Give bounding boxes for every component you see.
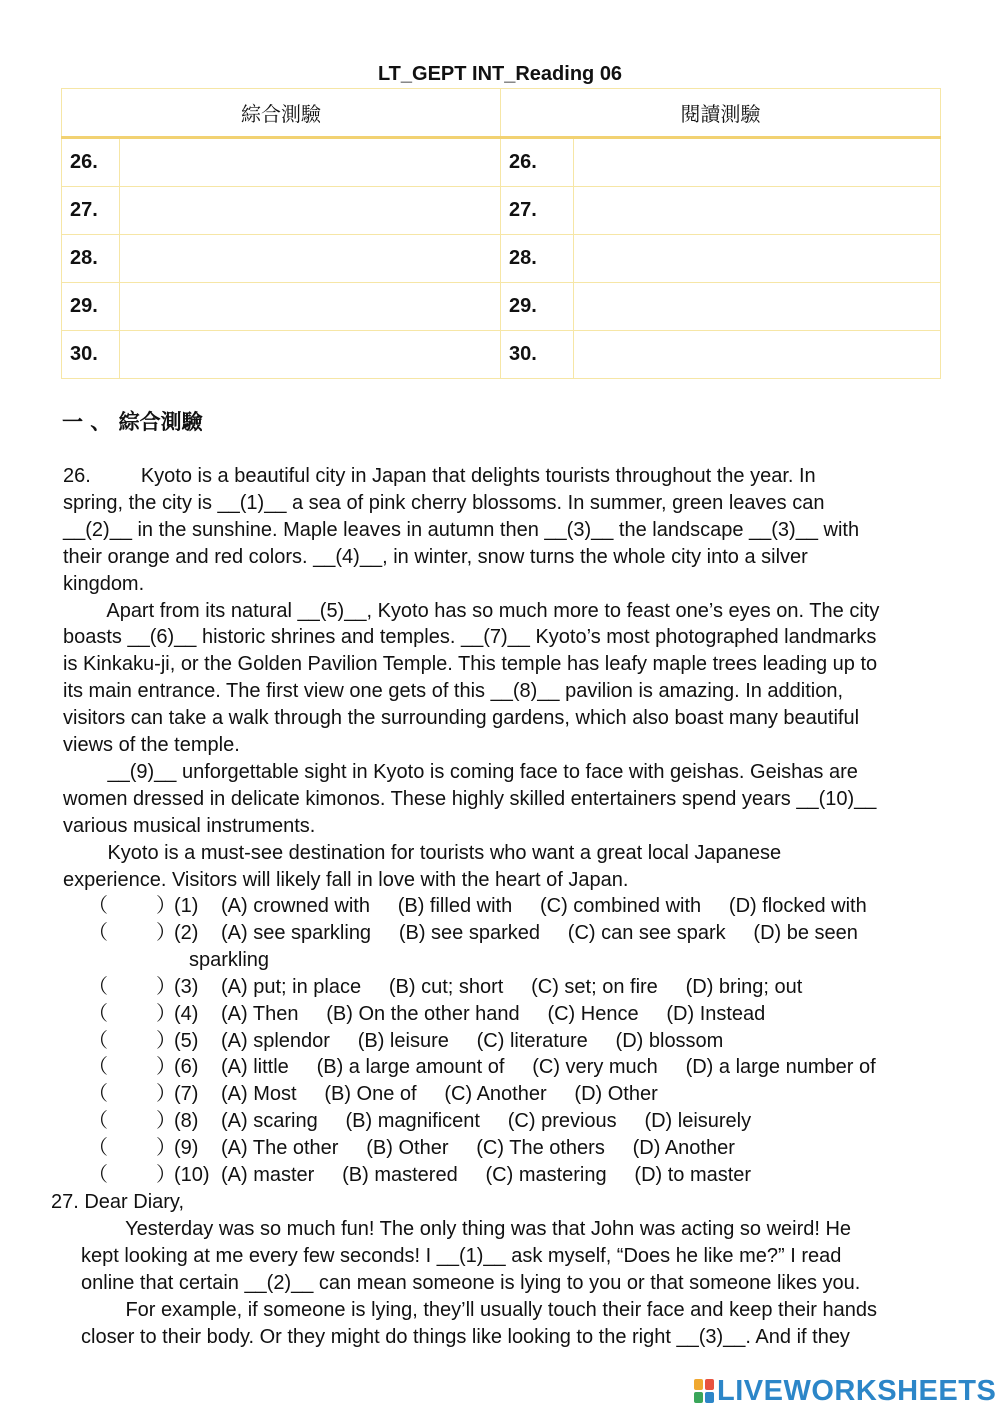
answer-table-header bbox=[62, 89, 941, 138]
answer-blank-open[interactable]: （ bbox=[88, 1110, 108, 1133]
passage-line: women dressed in delicate kimonos. These highly skilled entertainers spend years __(10)__ bbox=[63, 787, 877, 810]
logo-square bbox=[694, 1379, 703, 1390]
answer-number-cloze: 26. bbox=[62, 138, 120, 187]
answer-row bbox=[62, 187, 941, 235]
liveworksheets-logo-icon bbox=[693, 1378, 715, 1404]
option-row bbox=[88, 1054, 948, 1081]
answer-cell-cloze[interactable] bbox=[120, 235, 501, 283]
answer-blank-close: ） bbox=[156, 1110, 176, 1133]
passage-line: their orange and red colors. __(4)__, in winter, snow turns the whole city into a silver bbox=[63, 545, 808, 568]
answer-number-reading: 26. bbox=[501, 138, 574, 187]
option-row bbox=[88, 893, 948, 920]
answer-blank-close: ） bbox=[156, 1029, 176, 1052]
question-number: (5) bbox=[174, 1029, 199, 1052]
logo-square bbox=[705, 1392, 714, 1403]
answer-cell-reading[interactable] bbox=[574, 138, 941, 187]
section-heading: 一 、 綜合測驗 bbox=[62, 410, 203, 434]
answer-blank-close: ） bbox=[156, 1083, 176, 1106]
option-row bbox=[88, 1028, 948, 1055]
passage-line: kept looking at me every few seconds! I __(1)__ ask myself, “Does he like me?” I read bbox=[81, 1244, 842, 1267]
question-number: (10) bbox=[174, 1164, 210, 1186]
passage-line: __(9)__ unforgettable sight in Kyoto is coming face to face with geishas. Geishas are bbox=[63, 760, 858, 783]
answer-choices: (A) master (B) mastered (C) mastering (D) to master bbox=[221, 1164, 752, 1186]
answer-blank-close: ） bbox=[156, 1164, 176, 1186]
passage-line: various musical instruments. bbox=[63, 814, 316, 837]
question-number: (1) bbox=[174, 895, 199, 917]
answer-blank-close: ） bbox=[156, 975, 176, 998]
answer-blank-close: ） bbox=[156, 1137, 176, 1160]
answer-number-reading: 29. bbox=[501, 283, 574, 331]
answer-cell-reading[interactable] bbox=[574, 235, 941, 283]
answer-cell-cloze[interactable] bbox=[120, 187, 501, 235]
answer-row bbox=[62, 331, 941, 379]
answer-cell-reading[interactable] bbox=[574, 331, 941, 379]
answer-choices: (A) see sparkling (B) see sparked (C) can see spark (D) be seen bbox=[221, 921, 858, 944]
passage-line: kingdom. bbox=[63, 572, 145, 595]
answer-cell-cloze[interactable] bbox=[120, 138, 501, 187]
answer-number-reading: 28. bbox=[501, 235, 574, 283]
liveworksheets-logo bbox=[693, 1374, 996, 1408]
question-number: (6) bbox=[174, 1056, 199, 1079]
answer-number-cloze: 30. bbox=[62, 331, 120, 379]
answer-blank-open[interactable]: （ bbox=[88, 895, 108, 917]
answer-row bbox=[62, 138, 941, 187]
question-number: (8) bbox=[174, 1110, 199, 1133]
answer-cell-cloze[interactable] bbox=[120, 283, 501, 331]
answer-blank-open[interactable]: （ bbox=[88, 1137, 108, 1160]
answer-cell-reading[interactable] bbox=[574, 187, 941, 235]
passage-line: 26. Kyoto is a beautiful city in Japan that delights tourists throughout the year. In bbox=[63, 465, 816, 487]
question-number: (7) bbox=[174, 1083, 199, 1106]
answer-cell-reading[interactable] bbox=[574, 283, 941, 331]
passage-line: Apart from its natural __(5)__, Kyoto has so much more to feast one’s eyes on. The city bbox=[63, 599, 880, 622]
answer-blank-close: ） bbox=[156, 1056, 176, 1079]
option-row bbox=[88, 920, 948, 947]
answer-blank-open[interactable]: （ bbox=[88, 975, 108, 998]
logo-square bbox=[705, 1379, 714, 1390]
answer-blank-open[interactable]: （ bbox=[88, 1002, 108, 1025]
answer-blank-open[interactable]: （ bbox=[88, 921, 108, 944]
answer-choices: (A) The other (B) Other (C) The others (D) Another bbox=[221, 1137, 735, 1160]
worksheet-title: LT_GEPT INT_Reading 06 bbox=[377, 63, 623, 85]
answer-choices: (A) splendor (B) leisure (C) literature (D) blossom bbox=[221, 1029, 724, 1052]
option-row bbox=[88, 1081, 948, 1108]
logo-text: LIVEWORKSHEETS bbox=[717, 1374, 997, 1407]
answer-choices: (A) crowned with (B) filled with (C) combined with (D) flocked with bbox=[221, 895, 867, 917]
passage-line: spring, the city is __(1)__ a sea of pink cherry blossoms. In summer, green leaves can bbox=[63, 491, 825, 514]
answer-choices: (A) put; in place (B) cut; short (C) set; on fire (D) bring; out bbox=[221, 975, 803, 998]
passage-line: boasts __(6)__ historic shrines and temples. __(7)__ Kyoto’s most photographed landmarks bbox=[63, 626, 877, 649]
answer-blank-open[interactable]: （ bbox=[88, 1056, 108, 1079]
answer-number-reading: 27. bbox=[501, 187, 574, 235]
answer-blank-open[interactable]: （ bbox=[88, 1029, 108, 1052]
answer-blank-open[interactable]: （ bbox=[88, 1083, 108, 1106]
passage-line: closer to their body. Or they might do things like looking to the right __(3)__. And if they bbox=[81, 1325, 850, 1348]
header-cloze: 綜合測驗 bbox=[62, 89, 501, 138]
answer-choices-continued: sparkling bbox=[189, 948, 270, 971]
answer-blank-close: ） bbox=[156, 921, 176, 944]
question-number: (3) bbox=[174, 975, 199, 998]
header-reading: 閱讀測驗 bbox=[501, 89, 941, 138]
answer-choices: (A) Most (B) One of (C) Another (D) Other bbox=[221, 1083, 658, 1106]
option-row bbox=[88, 1162, 948, 1189]
option-row bbox=[88, 1135, 948, 1162]
answer-table bbox=[61, 88, 941, 379]
option-row bbox=[88, 974, 948, 1001]
passage-27-heading: 27. Dear Diary, bbox=[51, 1191, 185, 1213]
passage-line: online that certain __(2)__ can mean someone is lying to you or that someone likes you. bbox=[81, 1271, 861, 1294]
answer-blank-close: ） bbox=[156, 895, 176, 917]
answer-number-cloze: 28. bbox=[62, 235, 120, 283]
answer-row bbox=[62, 283, 941, 331]
answer-blank-open[interactable]: （ bbox=[88, 1164, 108, 1186]
question-number: (4) bbox=[174, 1002, 199, 1025]
passage-line: its main entrance. The first view one gets of this __(8)__ pavilion is amazing. In addition, bbox=[63, 680, 844, 703]
answer-row bbox=[62, 235, 941, 283]
passage-line: experience. Visitors will likely fall in love with the heart of Japan. bbox=[63, 868, 629, 891]
answer-choices: (A) little (B) a large amount of (C) very much (D) a large number of bbox=[221, 1056, 876, 1079]
answer-blank-close: ） bbox=[156, 1002, 176, 1025]
passage-line: Kyoto is a must-see destination for tourists who want a great local Japanese bbox=[63, 841, 782, 864]
passage-line: views of the temple. bbox=[63, 734, 240, 756]
passage-line: visitors can take a walk through the surrounding gardens, which also boast many beautiful bbox=[63, 707, 860, 730]
answer-cell-cloze[interactable] bbox=[120, 331, 501, 379]
answer-choices: (A) Then (B) On the other hand (C) Hence (D) Instead bbox=[221, 1002, 766, 1025]
answer-number-reading: 30. bbox=[501, 331, 574, 379]
passage-line: __(2)__ in the sunshine. Maple leaves in autumn then __(3)__ the landscape __(3)__ with bbox=[63, 518, 860, 541]
answer-choices: (A) scaring (B) magnificent (C) previous (D) leisurely bbox=[221, 1110, 752, 1133]
question-number: (2) bbox=[174, 921, 199, 944]
option-row bbox=[88, 1108, 948, 1135]
passage-line: For example, if someone is lying, they’ll usually touch their face and keep their hands bbox=[81, 1298, 877, 1321]
option-row bbox=[88, 1001, 948, 1028]
passage-line: Yesterday was so much fun! The only thing was that John was acting so weird! He bbox=[81, 1218, 852, 1240]
question-number: (9) bbox=[174, 1137, 199, 1160]
answer-number-cloze: 27. bbox=[62, 187, 120, 235]
passage-line: is Kinkaku-ji, or the Golden Pavilion Temple. This temple has leafy maple trees leading up to bbox=[63, 653, 878, 676]
answer-number-cloze: 29. bbox=[62, 283, 120, 331]
logo-square bbox=[694, 1392, 703, 1403]
